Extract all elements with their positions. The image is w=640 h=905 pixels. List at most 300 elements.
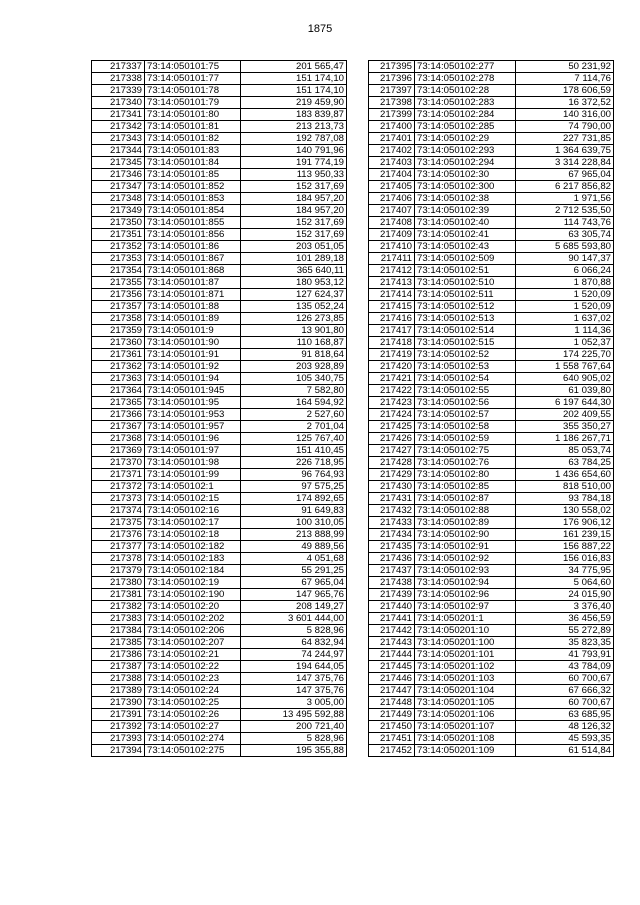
cadastral-value-cell: 818 510,00: [516, 481, 614, 493]
cadastral-number-cell: 73:14:050101:96: [145, 433, 241, 445]
cadastral-value-cell: 64 832,94: [241, 637, 347, 649]
table-row: [369, 325, 614, 337]
cadastral-value-cell: 156 887,22: [516, 541, 614, 553]
record-number-cell: 217398: [369, 97, 415, 109]
record-number-cell: 217403: [369, 157, 415, 169]
cadastral-number-cell: 73:14:050102:21: [145, 649, 241, 661]
table-row: [369, 469, 614, 481]
cadastral-value-cell: 1 114,36: [516, 325, 614, 337]
table-row: [369, 289, 614, 301]
cadastral-number-cell: 73:14:050102:18: [145, 529, 241, 541]
table-row: [369, 97, 614, 109]
record-number-cell: 217376: [92, 529, 145, 541]
table-row: [369, 157, 614, 169]
record-number-cell: 217413: [369, 277, 415, 289]
cadastral-number-cell: 73:14:050102:26: [145, 709, 241, 721]
record-number-cell: 217424: [369, 409, 415, 421]
cadastral-number-cell: 73:14:050102:30: [415, 169, 516, 181]
table-row: [92, 301, 347, 313]
cadastral-value-cell: 184 957,20: [241, 193, 347, 205]
record-number-cell: 217444: [369, 649, 415, 661]
cadastral-value-cell: 3 601 444,00: [241, 613, 347, 625]
table-row: [369, 301, 614, 313]
record-number-cell: 217451: [369, 733, 415, 745]
cadastral-number-cell: 73:14:050101:855: [145, 217, 241, 229]
record-number-cell: 217416: [369, 313, 415, 325]
cadastral-number-cell: 73:14:050102:23: [145, 673, 241, 685]
cadastral-number-cell: 73:14:050102:283: [415, 97, 516, 109]
table-row: [369, 85, 614, 97]
cadastral-value-cell: 4 051,68: [241, 553, 347, 565]
cadastral-number-cell: 73:14:050102:15: [145, 493, 241, 505]
table-row: [369, 529, 614, 541]
record-number-cell: 217423: [369, 397, 415, 409]
cadastral-number-cell: 73:14:050101:854: [145, 205, 241, 217]
record-number-cell: 217344: [92, 145, 145, 157]
record-number-cell: 217372: [92, 481, 145, 493]
cadastral-value-cell: 151 174,10: [241, 85, 347, 97]
record-number-cell: 217441: [369, 613, 415, 625]
record-number-cell: 217429: [369, 469, 415, 481]
record-number-cell: 217388: [92, 673, 145, 685]
table-row: [92, 613, 347, 625]
cadastral-number-cell: 73:14:050102:51: [415, 265, 516, 277]
table-row: [369, 217, 614, 229]
cadastral-number-cell: 73:14:050102:207: [145, 637, 241, 649]
cadastral-value-cell: 1 558 767,64: [516, 361, 614, 373]
cadastral-number-cell: 73:14:050101:79: [145, 97, 241, 109]
record-number-cell: 217338: [92, 73, 145, 85]
record-number-cell: 217449: [369, 709, 415, 721]
cadastral-value-cell: 219 459,90: [241, 97, 347, 109]
cadastral-value-cell: 24 015,90: [516, 589, 614, 601]
cadastral-value-cell: 1 637,02: [516, 313, 614, 325]
cadastral-value-cell: 192 787,08: [241, 133, 347, 145]
table-row: [369, 277, 614, 289]
table-row: [369, 613, 614, 625]
page-number: 1875: [307, 23, 333, 35]
cadastral-number-cell: 73:14:050101:867: [145, 253, 241, 265]
register-table-right: [368, 60, 614, 757]
cadastral-number-cell: 73:14:050102:29: [415, 133, 516, 145]
table-row: [92, 589, 347, 601]
cadastral-number-cell: 73:14:050101:95: [145, 397, 241, 409]
record-number-cell: 217437: [369, 565, 415, 577]
table-row: [369, 337, 614, 349]
table-row: [92, 709, 347, 721]
cadastral-number-cell: 73:14:050101:80: [145, 109, 241, 121]
cadastral-number-cell: 73:14:050102:183: [145, 553, 241, 565]
cadastral-value-cell: 61 514,84: [516, 745, 614, 757]
cadastral-value-cell: 3 005,00: [241, 697, 347, 709]
cadastral-value-cell: 203 051,05: [241, 241, 347, 253]
table-row: [369, 589, 614, 601]
cadastral-value-cell: 3 314 228,84: [516, 157, 614, 169]
cadastral-value-cell: 140 316,00: [516, 109, 614, 121]
record-number-cell: 217392: [92, 721, 145, 733]
cadastral-value-cell: 213 888,99: [241, 529, 347, 541]
cadastral-number-cell: 73:14:050201:105: [415, 697, 516, 709]
record-number-cell: 217391: [92, 709, 145, 721]
record-number-cell: 217356: [92, 289, 145, 301]
cadastral-value-cell: 105 340,75: [241, 373, 347, 385]
cadastral-number-cell: 73:14:050102:93: [415, 565, 516, 577]
record-number-cell: 217366: [92, 409, 145, 421]
table-row: [369, 397, 614, 409]
record-number-cell: 217443: [369, 637, 415, 649]
table-row: [92, 61, 347, 73]
record-number-cell: 217420: [369, 361, 415, 373]
record-number-cell: 217428: [369, 457, 415, 469]
cadastral-number-cell: 73:14:050201:100: [415, 637, 516, 649]
cadastral-number-cell: 73:14:050101:945: [145, 385, 241, 397]
table-row: [92, 73, 347, 85]
cadastral-number-cell: 73:14:050102:27: [145, 721, 241, 733]
cadastral-value-cell: 101 289,18: [241, 253, 347, 265]
register-table-right-body: [369, 61, 614, 757]
cadastral-value-cell: 161 239,15: [516, 529, 614, 541]
cadastral-number-cell: 73:14:050201:108: [415, 733, 516, 745]
record-number-cell: 217385: [92, 637, 145, 649]
record-number-cell: 217377: [92, 541, 145, 553]
record-number-cell: 217348: [92, 193, 145, 205]
cadastral-number-cell: 73:14:050102:20: [145, 601, 241, 613]
table-row: [92, 685, 347, 697]
cadastral-number-cell: 73:14:050102:278: [415, 73, 516, 85]
cadastral-number-cell: 73:14:050102:22: [145, 661, 241, 673]
table-row: [92, 661, 347, 673]
cadastral-value-cell: 45 593,35: [516, 733, 614, 745]
table-row: [92, 721, 347, 733]
record-number-cell: 217404: [369, 169, 415, 181]
record-number-cell: 217397: [369, 85, 415, 97]
record-number-cell: 217435: [369, 541, 415, 553]
record-number-cell: 217352: [92, 241, 145, 253]
register-table-left: [91, 60, 347, 757]
table-row: [92, 313, 347, 325]
cadastral-number-cell: 73:14:050102:182: [145, 541, 241, 553]
cadastral-number-cell: 73:14:050101:852: [145, 181, 241, 193]
cadastral-value-cell: 110 168,87: [241, 337, 347, 349]
cadastral-value-cell: 194 644,05: [241, 661, 347, 673]
table-row: [92, 553, 347, 565]
cadastral-number-cell: 73:14:050101:77: [145, 73, 241, 85]
cadastral-value-cell: 2 527,60: [241, 409, 347, 421]
cadastral-value-cell: 180 953,12: [241, 277, 347, 289]
cadastral-value-cell: 151 174,10: [241, 73, 347, 85]
cadastral-number-cell: 73:14:050101:87: [145, 277, 241, 289]
record-number-cell: 217349: [92, 205, 145, 217]
cadastral-number-cell: 73:14:050102:89: [415, 517, 516, 529]
cadastral-value-cell: 125 767,40: [241, 433, 347, 445]
table-row: [92, 97, 347, 109]
table-row: [92, 457, 347, 469]
table-row: [369, 697, 614, 709]
record-number-cell: 217341: [92, 109, 145, 121]
cadastral-number-cell: 73:14:050102:512: [415, 301, 516, 313]
cadastral-number-cell: 73:14:050102:90: [415, 529, 516, 541]
table-row: [92, 397, 347, 409]
table-row: [92, 565, 347, 577]
cadastral-value-cell: 55 272,89: [516, 625, 614, 637]
table-row: [369, 649, 614, 661]
cadastral-value-cell: 1 520,09: [516, 301, 614, 313]
cadastral-number-cell: 73:14:050101:99: [145, 469, 241, 481]
cadastral-number-cell: 73:14:050102:202: [145, 613, 241, 625]
record-number-cell: 217339: [92, 85, 145, 97]
record-number-cell: 217340: [92, 97, 145, 109]
cadastral-number-cell: 73:14:050101:81: [145, 121, 241, 133]
cadastral-number-cell: 73:14:050102:509: [415, 253, 516, 265]
cadastral-value-cell: 90 147,37: [516, 253, 614, 265]
cadastral-number-cell: 73:14:050101:98: [145, 457, 241, 469]
record-number-cell: 217353: [92, 253, 145, 265]
cadastral-value-cell: 5 685 593,80: [516, 241, 614, 253]
record-number-cell: 217433: [369, 517, 415, 529]
cadastral-number-cell: 73:14:050102:285: [415, 121, 516, 133]
cadastral-number-cell: 73:14:050102:94: [415, 577, 516, 589]
cadastral-value-cell: 365 640,11: [241, 265, 347, 277]
table-row: [369, 133, 614, 145]
cadastral-value-cell: 152 317,69: [241, 217, 347, 229]
cadastral-value-cell: 2 701,04: [241, 421, 347, 433]
record-number-cell: 217450: [369, 721, 415, 733]
cadastral-value-cell: 156 016,83: [516, 553, 614, 565]
cadastral-number-cell: 73:14:050102:97: [415, 601, 516, 613]
table-row: [369, 169, 614, 181]
cadastral-number-cell: 73:14:050102:274: [145, 733, 241, 745]
cadastral-number-cell: 73:14:050101:91: [145, 349, 241, 361]
cadastral-value-cell: 6 217 856,82: [516, 181, 614, 193]
cadastral-value-cell: 1 520,09: [516, 289, 614, 301]
cadastral-number-cell: 73:14:050101:86: [145, 241, 241, 253]
cadastral-value-cell: 91 818,64: [241, 349, 347, 361]
cadastral-number-cell: 73:14:050102:24: [145, 685, 241, 697]
record-number-cell: 217342: [92, 121, 145, 133]
cadastral-number-cell: 73:14:050102:513: [415, 313, 516, 325]
record-number-cell: 217445: [369, 661, 415, 673]
cadastral-number-cell: 73:14:050102:16: [145, 505, 241, 517]
cadastral-number-cell: 73:14:050101:78: [145, 85, 241, 97]
cadastral-value-cell: 130 558,02: [516, 505, 614, 517]
table-row: [369, 61, 614, 73]
cadastral-value-cell: 1 186 267,71: [516, 433, 614, 445]
record-number-cell: 217422: [369, 385, 415, 397]
cadastral-value-cell: 50 231,92: [516, 61, 614, 73]
table-row: [92, 505, 347, 517]
cadastral-number-cell: 73:14:050102:190: [145, 589, 241, 601]
table-row: [92, 625, 347, 637]
table-row: [369, 421, 614, 433]
cadastral-value-cell: 140 791,96: [241, 145, 347, 157]
table-row: [369, 541, 614, 553]
record-number-cell: 217357: [92, 301, 145, 313]
table-row: [92, 745, 347, 757]
cadastral-number-cell: 73:14:050102:514: [415, 325, 516, 337]
record-number-cell: 217345: [92, 157, 145, 169]
cadastral-number-cell: 73:14:050201:10: [415, 625, 516, 637]
cadastral-value-cell: 63 685,95: [516, 709, 614, 721]
cadastral-number-cell: 73:14:050101:75: [145, 61, 241, 73]
cadastral-number-cell: 73:14:050102:57: [415, 409, 516, 421]
record-number-cell: 217418: [369, 337, 415, 349]
table-row: [369, 673, 614, 685]
cadastral-value-cell: 96 764,93: [241, 469, 347, 481]
cadastral-number-cell: 73:14:050102:206: [145, 625, 241, 637]
table-row: [92, 469, 347, 481]
table-row: [92, 241, 347, 253]
record-number-cell: 217393: [92, 733, 145, 745]
cadastral-value-cell: 91 649,83: [241, 505, 347, 517]
cadastral-number-cell: 73:14:050102:58: [415, 421, 516, 433]
record-number-cell: 217427: [369, 445, 415, 457]
cadastral-value-cell: 49 889,56: [241, 541, 347, 553]
table-row: [92, 673, 347, 685]
cadastral-number-cell: 73:14:050102:59: [415, 433, 516, 445]
cadastral-value-cell: 13 901,80: [241, 325, 347, 337]
table-row: [92, 445, 347, 457]
cadastral-value-cell: 97 575,25: [241, 481, 347, 493]
cadastral-number-cell: 73:14:050101:868: [145, 265, 241, 277]
cadastral-value-cell: 227 731,85: [516, 133, 614, 145]
cadastral-value-cell: 201 565,47: [241, 61, 347, 73]
cadastral-number-cell: 73:14:050102:39: [415, 205, 516, 217]
cadastral-value-cell: 67 666,32: [516, 685, 614, 697]
table-row: [92, 385, 347, 397]
table-row: [369, 193, 614, 205]
cadastral-number-cell: 73:14:050102:85: [415, 481, 516, 493]
cadastral-value-cell: 191 774,19: [241, 157, 347, 169]
cadastral-number-cell: 73:14:050102:88: [415, 505, 516, 517]
table-row: [369, 409, 614, 421]
record-number-cell: 217382: [92, 601, 145, 613]
table-row: [92, 277, 347, 289]
cadastral-value-cell: 7 114,76: [516, 73, 614, 85]
table-row: [369, 73, 614, 85]
cadastral-number-cell: 73:14:050102:87: [415, 493, 516, 505]
table-row: [92, 181, 347, 193]
cadastral-value-cell: 147 375,76: [241, 685, 347, 697]
record-number-cell: 217448: [369, 697, 415, 709]
record-number-cell: 217355: [92, 277, 145, 289]
record-number-cell: 217426: [369, 433, 415, 445]
record-number-cell: 217447: [369, 685, 415, 697]
cadastral-value-cell: 34 775,95: [516, 565, 614, 577]
record-number-cell: 217401: [369, 133, 415, 145]
record-number-cell: 217370: [92, 457, 145, 469]
record-number-cell: 217406: [369, 193, 415, 205]
record-number-cell: 217381: [92, 589, 145, 601]
record-number-cell: 217368: [92, 433, 145, 445]
table-row: [369, 505, 614, 517]
record-number-cell: 217379: [92, 565, 145, 577]
record-number-cell: 217374: [92, 505, 145, 517]
cadastral-value-cell: 67 965,04: [241, 577, 347, 589]
cadastral-number-cell: 73:14:050102:54: [415, 373, 516, 385]
table-row: [369, 361, 614, 373]
table-row: [369, 721, 614, 733]
record-number-cell: 217360: [92, 337, 145, 349]
cadastral-value-cell: 213 213,73: [241, 121, 347, 133]
table-row: [92, 733, 347, 745]
cadastral-value-cell: 114 743,76: [516, 217, 614, 229]
cadastral-number-cell: 73:14:050101:9: [145, 325, 241, 337]
record-number-cell: 217421: [369, 373, 415, 385]
record-number-cell: 217387: [92, 661, 145, 673]
table-row: [92, 601, 347, 613]
record-number-cell: 217431: [369, 493, 415, 505]
cadastral-value-cell: 74 244,97: [241, 649, 347, 661]
cadastral-value-cell: 203 928,89: [241, 361, 347, 373]
cadastral-number-cell: 73:14:050102:56: [415, 397, 516, 409]
table-row: [92, 133, 347, 145]
table-row: [369, 517, 614, 529]
cadastral-value-cell: 67 965,04: [516, 169, 614, 181]
record-number-cell: 217442: [369, 625, 415, 637]
cadastral-number-cell: 73:14:050102:53: [415, 361, 516, 373]
cadastral-number-cell: 73:14:050102:80: [415, 469, 516, 481]
table-row: [369, 265, 614, 277]
table-row: [92, 121, 347, 133]
record-number-cell: 217414: [369, 289, 415, 301]
cadastral-number-cell: 73:14:050102:277: [415, 61, 516, 73]
table-row: [92, 577, 347, 589]
record-number-cell: 217417: [369, 325, 415, 337]
cadastral-number-cell: 73:14:050102:52: [415, 349, 516, 361]
cadastral-value-cell: 60 700,67: [516, 697, 614, 709]
cadastral-number-cell: 73:14:050102:17: [145, 517, 241, 529]
cadastral-number-cell: 73:14:050101:85: [145, 169, 241, 181]
cadastral-value-cell: 36 456,59: [516, 613, 614, 625]
cadastral-number-cell: 73:14:050101:82: [145, 133, 241, 145]
table-row: [369, 373, 614, 385]
cadastral-number-cell: 73:14:050102:92: [415, 553, 516, 565]
cadastral-number-cell: 73:14:050102:41: [415, 229, 516, 241]
cadastral-value-cell: 640 905,02: [516, 373, 614, 385]
cadastral-number-cell: 73:14:050102:75: [415, 445, 516, 457]
cadastral-number-cell: 73:14:050102:38: [415, 193, 516, 205]
cadastral-number-cell: 73:14:050102:284: [415, 109, 516, 121]
cadastral-number-cell: 73:14:050102:275: [145, 745, 241, 757]
cadastral-number-cell: 73:14:050102:96: [415, 589, 516, 601]
record-number-cell: 217346: [92, 169, 145, 181]
cadastral-value-cell: 61 039,80: [516, 385, 614, 397]
cadastral-value-cell: 1 870,88: [516, 277, 614, 289]
cadastral-value-cell: 5 064,60: [516, 577, 614, 589]
cadastral-number-cell: 73:14:050201:103: [415, 673, 516, 685]
cadastral-number-cell: 73:14:050102:294: [415, 157, 516, 169]
record-number-cell: 217380: [92, 577, 145, 589]
cadastral-number-cell: 73:14:050201:104: [415, 685, 516, 697]
record-number-cell: 217438: [369, 577, 415, 589]
cadastral-number-cell: 73:14:050101:957: [145, 421, 241, 433]
cadastral-number-cell: 73:14:050102:25: [145, 697, 241, 709]
cadastral-value-cell: 2 712 535,50: [516, 205, 614, 217]
table-row: [369, 145, 614, 157]
record-number-cell: 217354: [92, 265, 145, 277]
table-row: [92, 229, 347, 241]
record-number-cell: 217439: [369, 589, 415, 601]
table-row: [369, 601, 614, 613]
cadastral-number-cell: 73:14:050101:856: [145, 229, 241, 241]
record-number-cell: 217373: [92, 493, 145, 505]
table-row: [369, 661, 614, 673]
cadastral-number-cell: 73:14:050101:84: [145, 157, 241, 169]
cadastral-value-cell: 202 409,55: [516, 409, 614, 421]
cadastral-value-cell: 147 375,76: [241, 673, 347, 685]
record-number-cell: 217364: [92, 385, 145, 397]
cadastral-value-cell: 6 066,24: [516, 265, 614, 277]
